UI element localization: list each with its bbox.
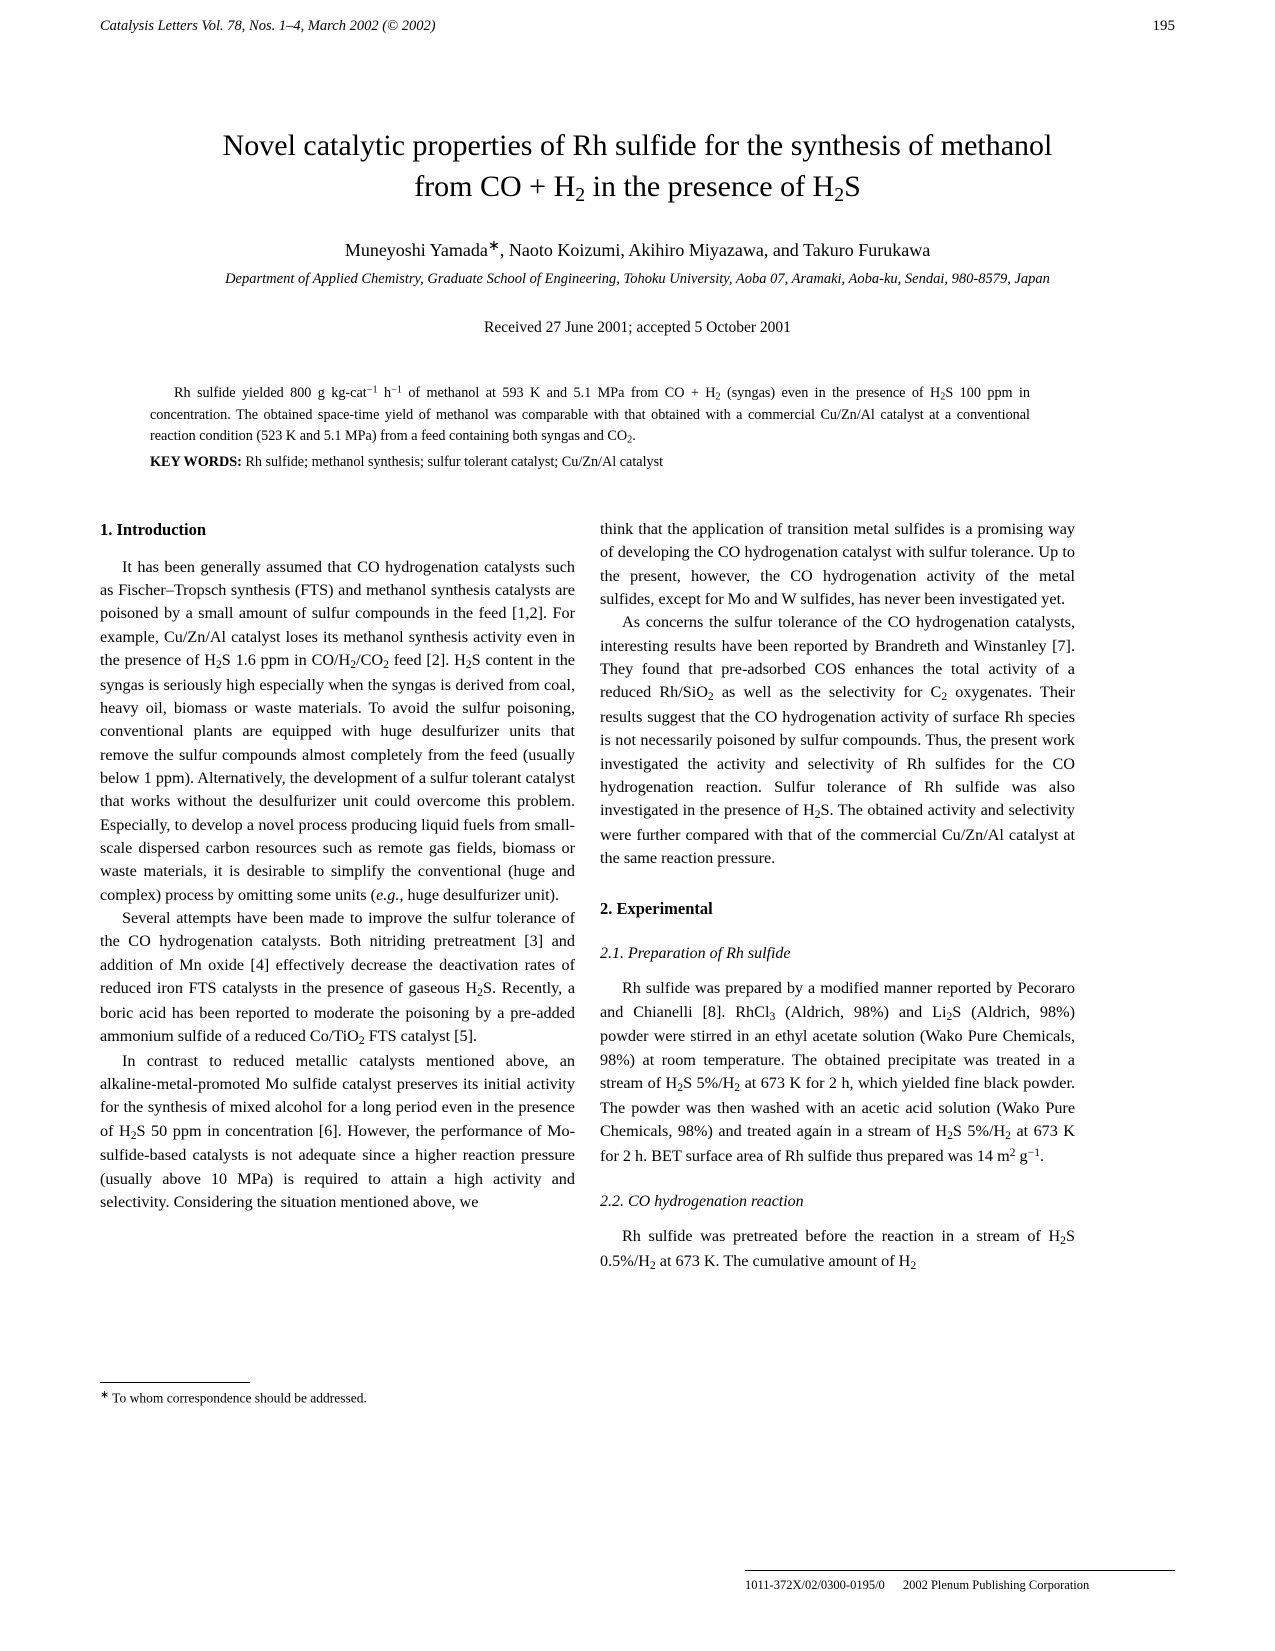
title-line-2: from CO + $H_2$ in the presence of $H_2S$ (414, 170, 861, 207)
keywords-value: Rh sulfide; methanol synthesis; sulfur tolerant catalyst; Cu/Zn/Al catalyst (241, 454, 664, 470)
keywords (150, 452, 1030, 473)
issn-code: 1011-372X/02/0300-0195/0 (745, 1578, 885, 1592)
footnote-marker: ∗ (100, 1389, 110, 1401)
journal-citation: Catalysis Letters Vol. 78, Nos. 1–4, March 2002 (© 2002) (100, 18, 436, 34)
author-list: Muneyoshi Yamada∗, Naoto Koizumi, Akihiro Miyazawa, and Takuro Furukawa (344, 238, 931, 260)
intro-paragraph-2: Several attempts have been made to improve the sulfur tolerance of the CO hydrogenation catalysts. Both nitriding pretreatment [3] and addition of Mn oxide [4] effectively decrease the deactivation rates of reduced iron FTS catalysts in the presence of gaseous $H_2S$. Recently, a boric acid has been reported to moderate the poisoning by a pre-added ammonium sulfide of a reduced Co/TiO$_2$ FTS catalyst [5]. (100, 909, 576, 1047)
preparation-paragraph: Rh sulfide was prepared by a modified manner reported by Pecoraro and Chianelli [8]. RhCl$_3$ (Aldrich, 98%) and $Li_2S$ (Aldrich, 98%) powder were stirred in an ethyl acetate solution (Wako Pure Chemicals, 98%) at room temperature. The obtained precipitate was treated in a stream of $H_2S$ $5\%/H_2$ at 673 K for 2 h, which yielded fine black powder. The powder was then washed with an acetic acid solution (Wako Pure Chemicals, 98%) and treated again in a stream of $H_2S$ $5\%/H_2$ at 673 K for 2 h. BET surface area of Rh sulfide thus prepared was 14 $m^2$ $g^{-1}$. (600, 979, 1076, 1165)
footnote (100, 1388, 575, 1408)
abstract (150, 383, 1030, 448)
intro-paragraph-continued: think that the application of transition metal sulfides is a promising way of developing the CO hydrogenation catalyst with sulfur tolerance. Up to the present, however, the CO hydrogenation activity of the metal sulfides, except for Mo and W sulfides, has never been investigated yet. (600, 520, 1075, 608)
publisher-name: 2002 Plenum Publishing Corporation (902, 1578, 1090, 1592)
copyright-divider (745, 1570, 1175, 1571)
received-date: Received 27 June 2001; accepted 5 October 2001 (484, 319, 791, 336)
subsection-heading-co-hydrogenation: 2.2. CO hydrogenation reaction (600, 1193, 804, 1211)
intro-paragraph-4: As concerns the sulfur tolerance of the CO hydrogenation catalysts, interesting results have been reported by Brandreth and Winstanley [7]. They found that pre-adsorbed COS enhances the total activity of a reduced Rh/SiO$_2$ as well as the selectivity for $C_2$ oxygenates. Their results suggest that the CO hydrogenation activity of surface Rh species is not necessarily poisoned by sulfur compounds. Thus, the present work investigated the activity and selectivity of Rh sulfides for the CO hydrogenation reaction. Sulfur tolerance of Rh sulfide was also investigated in the presence of $H_2S$. The obtained activity and selectivity were further compared with that of the commercial Cu/Zn/Al catalyst at the same reaction pressure. (600, 613, 1075, 868)
copyright-line (745, 1578, 1175, 1593)
keywords-label: KEY WORDS: (150, 454, 242, 470)
subsection-heading-preparation: 2.1. Preparation of Rh sulfide (600, 945, 791, 963)
footnote-divider (100, 1382, 250, 1383)
author-footnote-marker: ∗ (487, 238, 500, 254)
co-hydrogenation-paragraph: Rh sulfide was pretreated before the reaction in a stream of $H_2S$ $0.5\%/H_2$ at 673 K. The cumulative amount of $H_2$ (600, 1227, 1075, 1272)
column-right (600, 518, 1075, 1275)
running-head (100, 18, 1175, 35)
title-line-1: Novel catalytic properties of Rh sulfide for the synthesis of methanol (222, 129, 1053, 162)
section-heading-introduction: 1. Introduction (100, 520, 207, 539)
page-number: 195 (1152, 18, 1175, 34)
abstract-paragraph: Rh sulfide yielded 800 g kg-cat$^{-1}$ $h^{-1}$ of methanol at 593 K and 5.1 MPa from CO + $H_2$ (syngas) even in the presence of $H_2S$ 100 ppm in concentration. The obtained space-time yield of methanol was comparable with that obtained with a commercial Cu/Zn/Al catalyst at a conventional reaction condition (523 K and 5.1 MPa) from a feed containing both syngas and $CO_2$. (150, 384, 1031, 446)
column-left (100, 518, 575, 1214)
affiliation: Department of Applied Chemistry, Graduate School of Engineering, Tohoku University, Aoba 07, Aramaki, Aoba-ku, Sendai, 980-8579, Japan (225, 271, 1050, 287)
footnote-text: To whom correspondence should be addressed. (109, 1390, 367, 1406)
intro-paragraph-1: It has been generally assumed that CO hydrogenation catalysts such as Fischer–Tropsch synthesis (FTS) and methanol synthesis catalysts are poisoned by a small amount of sulfur compounds in the feed [1,2]. For example, Cu/Zn/Al catalyst loses its methanol synthesis activity even in the presence of $H_2S$ 1.6 ppm in $CO/H_2/CO_2$ feed [2]. $H_2S$ content in the syngas is seriously high especially when the syngas is derived from coal, heavy oil, biomass or waste materials. To avoid the sulfur poisoning, conventional plants are equipped with huge desulfurizer units that remove the sulfur compounds almost completely from the feed (usually below 1 ppm). Alternatively, the development of a sulfur tolerant catalyst that works without the desulfurizer unit could overcome this problem. Especially, to develop a novel process producing liquid fuels from small-scale dispersed carbon resources such as remote gas fields, biomass or waste materials, it is desirable to simplify the conventional (huge and complex) process by omitting some units (e.g., huge desulfurizer unit). (100, 557, 575, 904)
page-title (140, 125, 1135, 210)
intro-paragraph-3: In contrast to reduced metallic catalysts mentioned above, an alkaline-metal-promoted Mo sulfide catalyst preserves its initial activity for the synthesis of mixed alcohol for a long period even in the presence of $H_2S$ 50 ppm in concentration [6]. However, the performance of Mo-sulfide-based catalysts is not adequate since a higher reaction pressure (usually above 10 MPa) is required to attain a high activity and selectivity. Considering the situation mentioned above, we (100, 1051, 575, 1212)
section-heading-experimental: 2. Experimental (600, 898, 713, 918)
